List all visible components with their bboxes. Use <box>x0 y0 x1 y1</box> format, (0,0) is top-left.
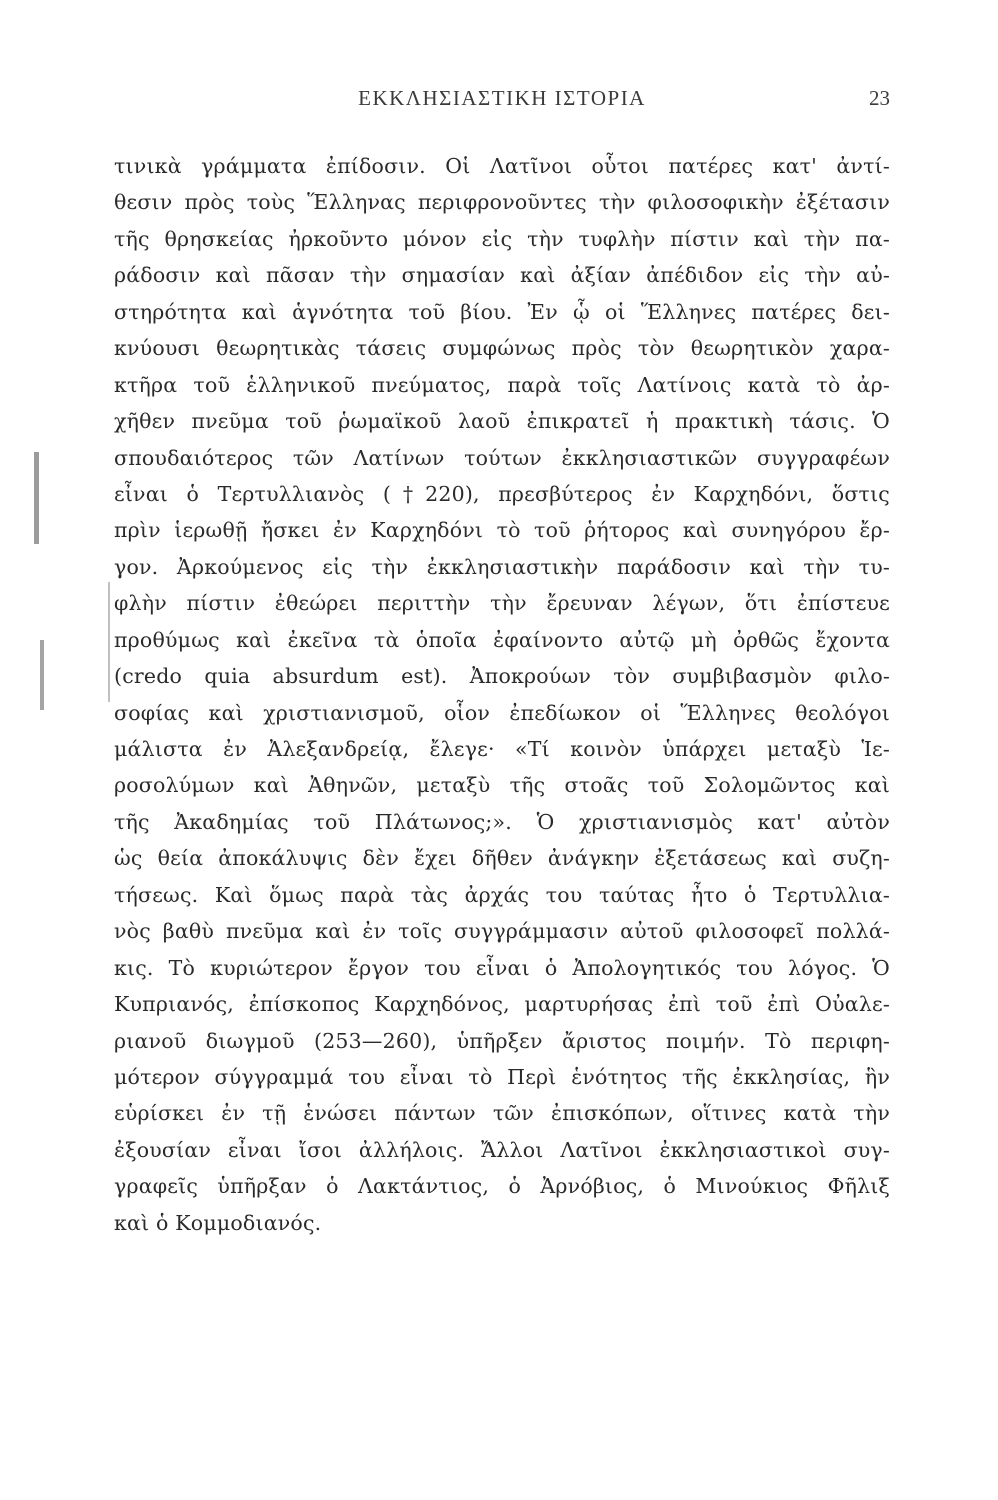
text-line-last: καὶ ὁ Κομμοδιανός. <box>114 1210 322 1235</box>
text-line: τήσεως. Καὶ ὅμως παρὰ τὰς ἀρχάς του ταύτας ἦτο ὁ Τερτυλλια- <box>114 882 890 907</box>
margin-mark <box>40 640 44 710</box>
text-line: (credo quia absurdum est). Ἀποκρούων τὸν συμβιβασμὸν φιλο- <box>114 664 890 689</box>
text-line: προθύμως καὶ ἐκεῖνα τὰ ὁποῖα ἐφαίνοντο αὐτῷ μὴ ὀρθῶς ἔχοντα <box>114 627 890 652</box>
text-line: σπουδαιότερος τῶν Λατίνων τούτων ἐκκλησιαστικῶν συγγραφέων <box>114 445 890 470</box>
text-line: τῆς Ἀκαδημίας τοῦ Πλάτωνος;». Ὁ χριστιανισμὸς κατ' αὐτὸν <box>114 809 890 834</box>
text-line: γραφεῖς ὑπῆρξαν ὁ Λακτάντιος, ὁ Ἀρνόβιος, ὁ Μινούκιος Φῆλιξ <box>114 1174 890 1199</box>
text-line: νὸς βαθὺ πνεῦμα καὶ ἐν τοῖς συγγράμμασιν αὐτοῦ φιλοσοφεῖ πολλά- <box>114 919 890 944</box>
text-line: ἐξουσίαν εἶναι ἴσοι ἀλλήλοις. Ἄλλοι Λατῖνοι ἐκκλησιαστικοὶ συγ- <box>114 1137 890 1162</box>
page-number: 23 <box>869 86 890 110</box>
text-line: μότερον σύγγραμμά του εἶναι τὸ Περὶ ἑνότητος τῆς ἐκκλησίας, ἣν <box>114 1064 890 1089</box>
text-line: θεσιν πρὸς τοὺς Ἕλληνας περιφρονοῦντες τὴν φιλοσοφικὴν ἐξέτασιν <box>114 190 890 215</box>
text-line: τινικὰ γράμματα ἐπίδοσιν. Οἱ Λατῖνοι οὗτοι πατέρες κατ' ἀντί- <box>114 154 890 178</box>
running-title: ΕΚΚΛΗΣΙΑΣΤΙΚΗ ΙΣΤΟΡΙΑ <box>358 86 646 110</box>
running-head <box>114 86 890 116</box>
text-line: ροσολύμων καὶ Ἀθηνῶν, μεταξὺ τῆς στοᾶς τοῦ Σολομῶντος καὶ <box>114 773 890 798</box>
text-line: κνύουσι θεωρητικὰς τάσεις συμφώνως πρὸς τὸν θεωρητικὸν χαρα- <box>114 336 890 361</box>
text-line: χῆθεν πνεῦμα τοῦ ῥωμαϊκοῦ λαοῦ ἐπικρατεῖ ἡ πρακτικὴ τάσις. Ὁ <box>114 409 890 434</box>
text-line: σοφίας καὶ χριστιανισμοῦ, οἷον ἐπεδίωκον οἱ Ἕλληνες θεολόγοι <box>114 700 890 725</box>
text-line: κτῆρα τοῦ ἑλληνικοῦ πνεύματος, παρὰ τοῖς Λατίνοις κατὰ τὸ ἀρ- <box>114 372 890 397</box>
margin-mark <box>34 452 39 544</box>
text-line: κις. Τὸ κυριώτερον ἔργον του εἶναι ὁ Ἀπολογητικός του λόγος. Ὁ <box>114 955 890 980</box>
text-line: γον. Ἀρκούμενος εἰς τὴν ἐκκλησιαστικὴν παράδοσιν καὶ τὴν τυ- <box>114 554 890 579</box>
text-line: ὡς θεία ἀποκάλυψις δὲν ἔχει δῆθεν ἀνάγκην ἐξετάσεως καὶ συζη- <box>114 846 890 871</box>
text-line: στηρότητα καὶ ἁγνότητα τοῦ βίου. Ἐν ᾧ οἱ Ἕλληνες πατέρες δει- <box>114 299 890 324</box>
text-line: φλὴν πίστιν ἐθεώρει περιττὴν τὴν ἔρευναν λέγων, ὅτι ἐπίστευε <box>114 591 890 616</box>
text-line: τῆς θρησκείας ἠρκοῦντο μόνον εἰς τὴν τυφλὴν πίστιν καὶ τὴν πα- <box>114 226 890 251</box>
text-line: εὑρίσκει ἐν τῇ ἑνώσει πάντων τῶν ἐπισκόπων, οἵτινες κατὰ τὴν <box>114 1101 890 1126</box>
text-line: ράδοσιν καὶ πᾶσαν τὴν σημασίαν καὶ ἀξίαν ἀπέδιδον εἰς τὴν αὐ- <box>114 263 890 288</box>
text-line: μάλιστα ἐν Ἀλεξανδρείᾳ, ἔλεγε· «Τί κοινὸν ὑπάρχει μεταξὺ Ἱε- <box>114 737 890 761</box>
text-line: εἶναι ὁ Τερτυλλιανὸς (†220), πρεσβύτερος ἐν Καρχηδόνι, ὅστις <box>114 481 890 506</box>
text-body <box>114 148 890 1241</box>
margin-mark <box>108 582 110 702</box>
text-line: ριανοῦ διωγμοῦ (253—260), ὑπῆρξεν ἄριστος ποιμήν. Τὸ περιφη- <box>114 1028 890 1053</box>
text-line: Κυπριανός, ἐπίσκοπος Καρχηδόνος, μαρτυρήσας ἐπὶ τοῦ ἐπὶ Οὐαλε- <box>114 992 890 1017</box>
text-line: πρὶν ἱερωθῇ ἤσκει ἐν Καρχηδόνι τὸ τοῦ ῥήτορος καὶ συνηγόρου ἔρ- <box>114 518 890 543</box>
